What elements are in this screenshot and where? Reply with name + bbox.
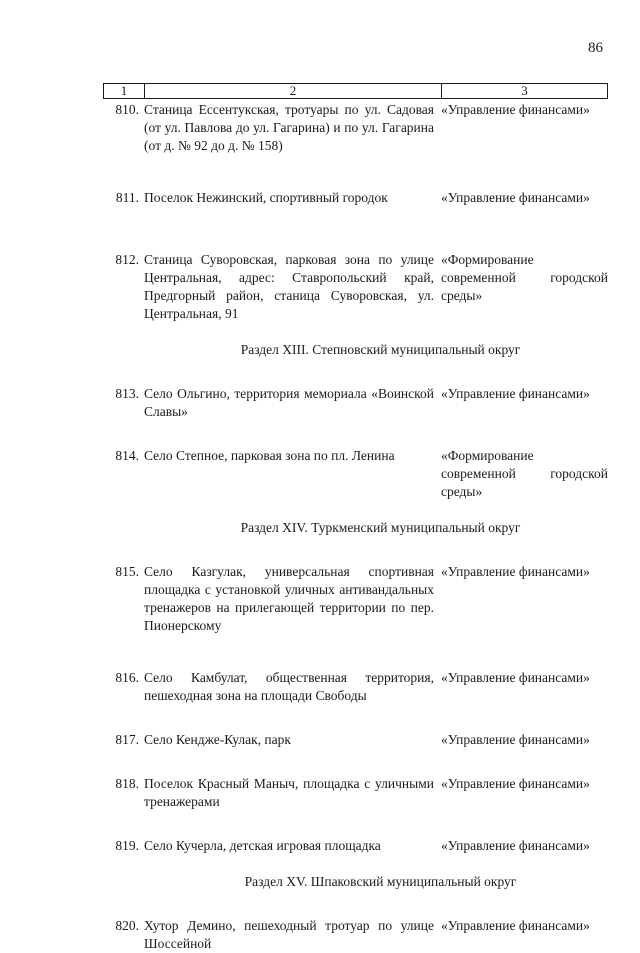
item-description: Поселок Нежинский, спортивный городок <box>144 190 388 205</box>
column-header-2: 2 <box>145 84 442 98</box>
item-number: 813. <box>115 386 139 401</box>
column-header-1: 1 <box>104 84 145 98</box>
item-number: 815. <box>115 564 139 579</box>
item-description: Поселок Красный Маныч, площадка с уличными тренажерами <box>144 776 434 809</box>
item-number: 814. <box>115 448 139 463</box>
table-row <box>103 251 608 323</box>
item-program: «Управление финансами» <box>441 776 590 791</box>
item-number: 811. <box>115 190 139 205</box>
item-description: Хутор Демино, пешеходный тротуар по улице Шоссейной <box>144 918 434 951</box>
item-number: 812. <box>115 252 139 267</box>
table-row <box>103 837 608 855</box>
table-row <box>103 101 608 155</box>
item-description: Станица Ессентукская, тротуары по ул. Садовая (от ул. Павлова до ул. Гагарина) и по ул. Гагарина (от д. № 92 до д. № 158) <box>144 102 434 153</box>
item-description: Село Степное, парковая зона по пл. Ленина <box>144 448 395 463</box>
table-row <box>103 385 608 421</box>
section-heading: Раздел XIII. Степновский муниципальный округ <box>240 342 521 357</box>
item-program: «Управление финансами» <box>441 918 590 933</box>
item-program: «Формирование современной городской среды» <box>441 252 608 303</box>
item-number: 816. <box>115 670 139 685</box>
item-description: Село Кендже-Кулак, парк <box>144 732 291 747</box>
item-program: «Управление финансами» <box>441 670 590 685</box>
table-row <box>103 563 608 635</box>
column-header-3: 3 <box>521 83 528 98</box>
section-heading: Раздел XV. Шпаковский муниципальный округ <box>244 874 517 889</box>
item-program: «Управление финансами» <box>441 564 590 579</box>
table-row <box>103 775 608 811</box>
item-program: «Управление финансами» <box>441 386 590 401</box>
table-row <box>103 731 608 749</box>
item-description: Село Ольгино, территория мемориала «Воинской Славы» <box>144 386 434 419</box>
item-program: «Управление финансами» <box>441 732 590 747</box>
item-number: 810. <box>115 102 139 117</box>
document-body <box>103 101 608 953</box>
item-description: Станица Суворовская, парковая зона по улице Центральная, адрес: Ставропольский край, Предгорный район, станица Суворовская, ул. Центральная, 91 <box>144 252 434 321</box>
item-program: «Формирование современной городской среды» <box>441 448 608 499</box>
item-program: «Управление финансами» <box>441 102 590 117</box>
table-row <box>103 669 608 705</box>
item-number: 820. <box>115 918 139 933</box>
item-description: Село Кучерла, детская игровая площадка <box>144 838 381 853</box>
table-header <box>103 83 608 99</box>
item-program: «Управление финансами» <box>441 838 590 853</box>
item-number: 817. <box>115 732 139 747</box>
item-number: 819. <box>115 838 139 853</box>
table-row <box>103 189 608 207</box>
page-number: 86 <box>588 40 603 56</box>
item-program: «Управление финансами» <box>441 190 590 205</box>
item-description: Село Казгулак, универсальная спортивная площадка с установкой уличных антивандальных тренажеров на прилегающей территории по пер. Пионерскому <box>144 564 434 633</box>
table-row <box>103 917 608 953</box>
item-number: 818. <box>115 776 139 791</box>
table-row <box>103 447 608 501</box>
item-description: Село Камбулат, общественная территория, пешеходная зона на площади Свободы <box>144 670 434 703</box>
section-heading: Раздел XIV. Туркменский муниципальный округ <box>240 520 521 535</box>
